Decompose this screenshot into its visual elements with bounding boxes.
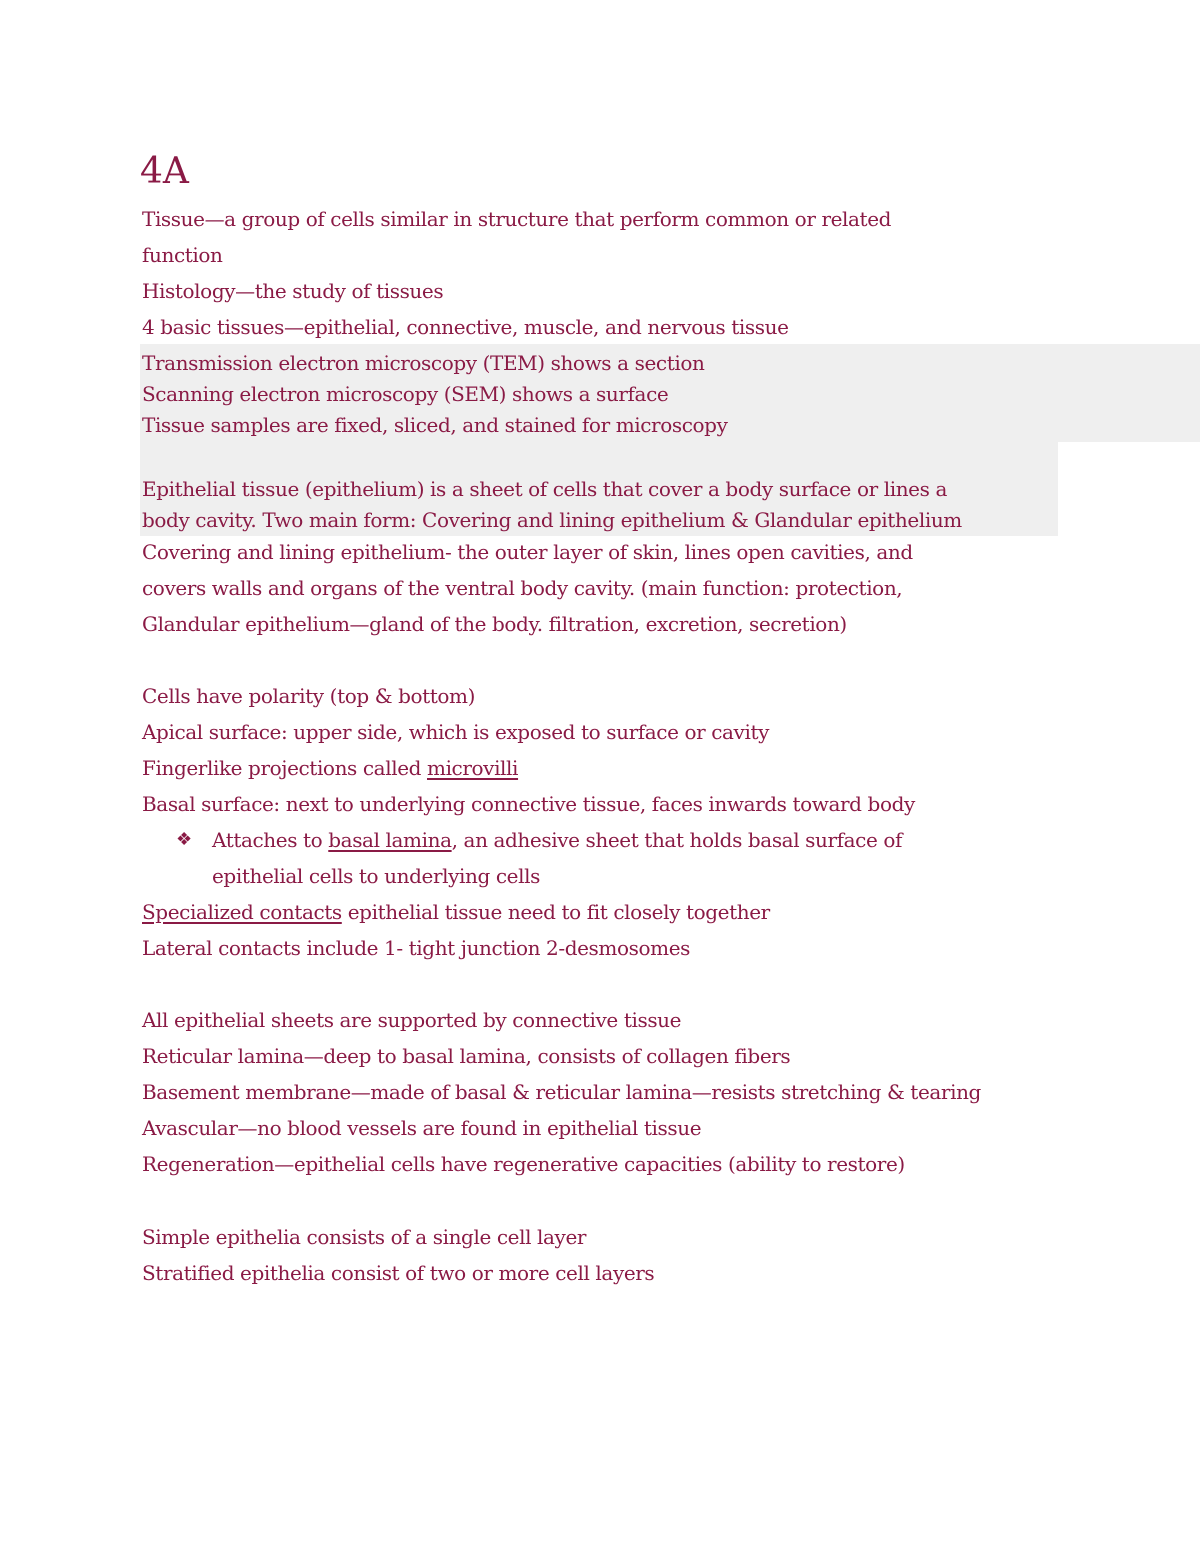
text-line	[142, 899, 770, 925]
text-line: Transmission electron microscopy (TEM) shows a section	[142, 351, 705, 375]
text-line: All epithelial sheets are supported by connective tissue	[142, 1008, 682, 1032]
text-line: covers walls and organs of the ventral body cavity. (main function: protection,	[142, 576, 903, 600]
text-run: Fingerlike projections called	[142, 756, 427, 780]
diamond-bullet-icon: ❖	[176, 829, 193, 850]
text-line: Basal surface: next to underlying connective tissue, faces inwards toward body	[142, 792, 915, 816]
bullet-line	[212, 827, 902, 853]
text-line: Basement membrane—made of basal & reticular lamina—resists stretching & tearing	[142, 1080, 981, 1104]
text-line: Simple epithelia consists of a single cell layer	[142, 1225, 587, 1249]
underlined-term-specialized-contacts: Specialized contacts	[142, 900, 342, 924]
bullet-line-continued: epithelial cells to underlying cells	[212, 864, 540, 888]
text-line	[142, 755, 518, 781]
text-line: function	[142, 243, 223, 267]
text-line: Cells have polarity (top & bottom)	[142, 684, 475, 708]
text-line: body cavity. Two main form: Covering and lining epithelium & Glandular epithelium	[142, 508, 962, 532]
page-title: 4A	[140, 151, 189, 192]
text-run: Attaches to	[212, 828, 329, 852]
text-run: epithelial tissue need to fit closely together	[341, 900, 770, 924]
text-line: Scanning electron microscopy (SEM) shows a surface	[142, 382, 669, 406]
text-line: Regeneration—epithelial cells have regenerative capacities (ability to restore)	[142, 1152, 905, 1176]
text-line: Glandular epithelium—gland of the body. filtration, excretion, secretion)	[142, 612, 847, 636]
text-line: Apical surface: upper side, which is exposed to surface or cavity	[142, 720, 769, 744]
text-line: Stratified epithelia consist of two or more cell layers	[142, 1261, 655, 1285]
text-line: Covering and lining epithelium- the outer layer of skin, lines open cavities, and	[142, 540, 913, 564]
text-run: , an adhesive sheet that holds basal surface of	[451, 828, 903, 852]
text-line: Tissue samples are fixed, sliced, and stained for microscopy	[142, 413, 728, 437]
text-line: Reticular lamina—deep to basal lamina, consists of collagen fibers	[142, 1044, 791, 1068]
text-line: 4 basic tissues—epithelial, connective, muscle, and nervous tissue	[142, 315, 789, 339]
text-line: Lateral contacts include 1- tight junction 2-desmosomes	[142, 936, 691, 960]
underlined-term-basal-lamina: basal lamina	[328, 828, 452, 852]
text-line: Tissue—a group of cells similar in structure that perform common or related	[142, 207, 892, 231]
text-line: Avascular—no blood vessels are found in epithelial tissue	[142, 1116, 702, 1140]
text-line: Histology—the study of tissues	[142, 279, 444, 303]
underlined-term-microvilli: microvilli	[427, 756, 519, 780]
text-line: Epithelial tissue (epithelium) is a sheet of cells that cover a body surface or lines a	[142, 477, 947, 501]
